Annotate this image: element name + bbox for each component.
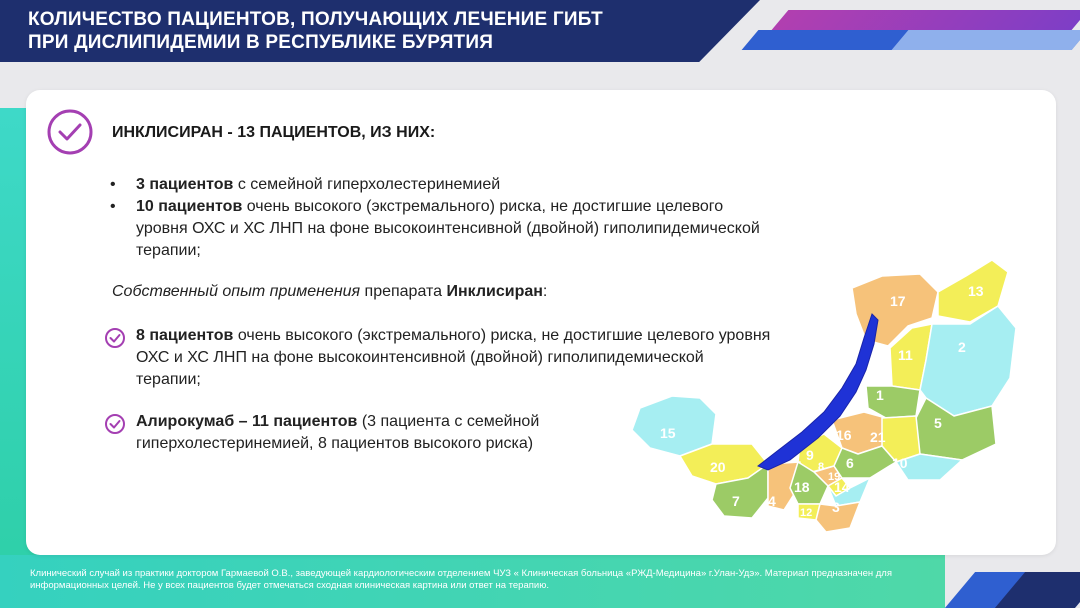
region-label: 10	[892, 455, 908, 471]
region-label: 3	[832, 499, 840, 515]
region-label: 18	[794, 479, 810, 495]
region-label: 4	[768, 493, 776, 509]
check-item	[104, 411, 624, 459]
region-label: 9	[806, 447, 814, 463]
check-circle-small-icon	[104, 327, 126, 349]
drug-name: Инклисиран	[446, 283, 543, 300]
bullet-bold: 3 пациентов	[136, 176, 234, 193]
check-item-text	[136, 411, 636, 455]
slide-title	[28, 8, 708, 54]
region-label: 17	[890, 293, 906, 309]
region-label: 21	[870, 429, 886, 445]
check-circle-small-icon	[104, 413, 126, 435]
region-label: 6	[846, 455, 854, 471]
experience-end: :	[542, 283, 548, 300]
experience-italic: Собственный опыт применения	[112, 283, 361, 300]
experience-line	[112, 283, 547, 301]
check-bold: Алирокумаб – 11 пациентов	[136, 413, 358, 430]
region-label: 19	[828, 471, 841, 483]
section-heading: ИНКЛИСИРАН - 13 ПАЦИЕНТОВ, ИЗ НИХ:	[112, 124, 436, 141]
map-region	[866, 386, 920, 418]
buryatia-map	[620, 248, 1040, 538]
region-label: 8	[818, 461, 825, 473]
check-circle-icon	[46, 108, 94, 156]
decor-stripe-light	[892, 30, 1080, 50]
map-region	[920, 306, 1016, 416]
region-label: 1	[876, 387, 884, 403]
region-label: 14	[834, 479, 850, 495]
decor-stripe-pink	[772, 10, 1080, 30]
footer-disclaimer: Клинический случай из практики доктором Гармаевой О.В., заведующей кардиологическим отделением ЧУЗ « Клиническая больница «РЖД-Медицина» г.Улан-Удэ». Материал предназначен для информационных целей. Не у всех пациентов будет отмечаться сходная клиническая картина или ответ на терапию.	[30, 568, 892, 591]
region-label: 20	[710, 459, 726, 475]
check-text: (3 пациента с семейной гиперхолестеринемией, 8 пациентов высокого риска)	[136, 413, 540, 452]
region-label: 7	[732, 493, 740, 509]
region-label: 5	[934, 415, 942, 431]
list-item	[110, 174, 770, 196]
region-label: 13	[968, 283, 984, 299]
region-label: 11	[898, 347, 913, 363]
check-text: очень высокого (экстремального) риска, не достигшие целевого уровня ОХС и ХС ЛНП на фоне высокоинтенсивной (двойной) гиполипидемической терапии;	[136, 327, 771, 388]
bullet-bold: 10 пациентов	[136, 198, 243, 215]
title-line-2: ПРИ ДИСЛИПИДЕМИИ В РЕСПУБЛИКЕ БУРЯТИЯ	[28, 32, 494, 53]
bullet-text: с семейной гиперхолестеринемией	[233, 176, 501, 193]
region-label: 2	[958, 339, 966, 355]
region-label: 12	[800, 507, 813, 519]
check-bold: 8 пациентов	[136, 327, 234, 344]
experience-text: препарата	[360, 283, 447, 300]
bullet-text: очень высокого (экстремального) риска, не достигшие целевого уровня ОХС и ХС ЛНП на фоне высокоинтенсивной (двойной) гиполипидемической терапии;	[136, 198, 760, 259]
region-label: 16	[836, 427, 852, 443]
region-label: 15	[660, 425, 676, 441]
title-line-1: КОЛИЧЕСТВО ПАЦИЕНТОВ, ПОЛУЧАЮЩИХ ЛЕЧЕНИЕ ГИБТ	[28, 9, 603, 30]
